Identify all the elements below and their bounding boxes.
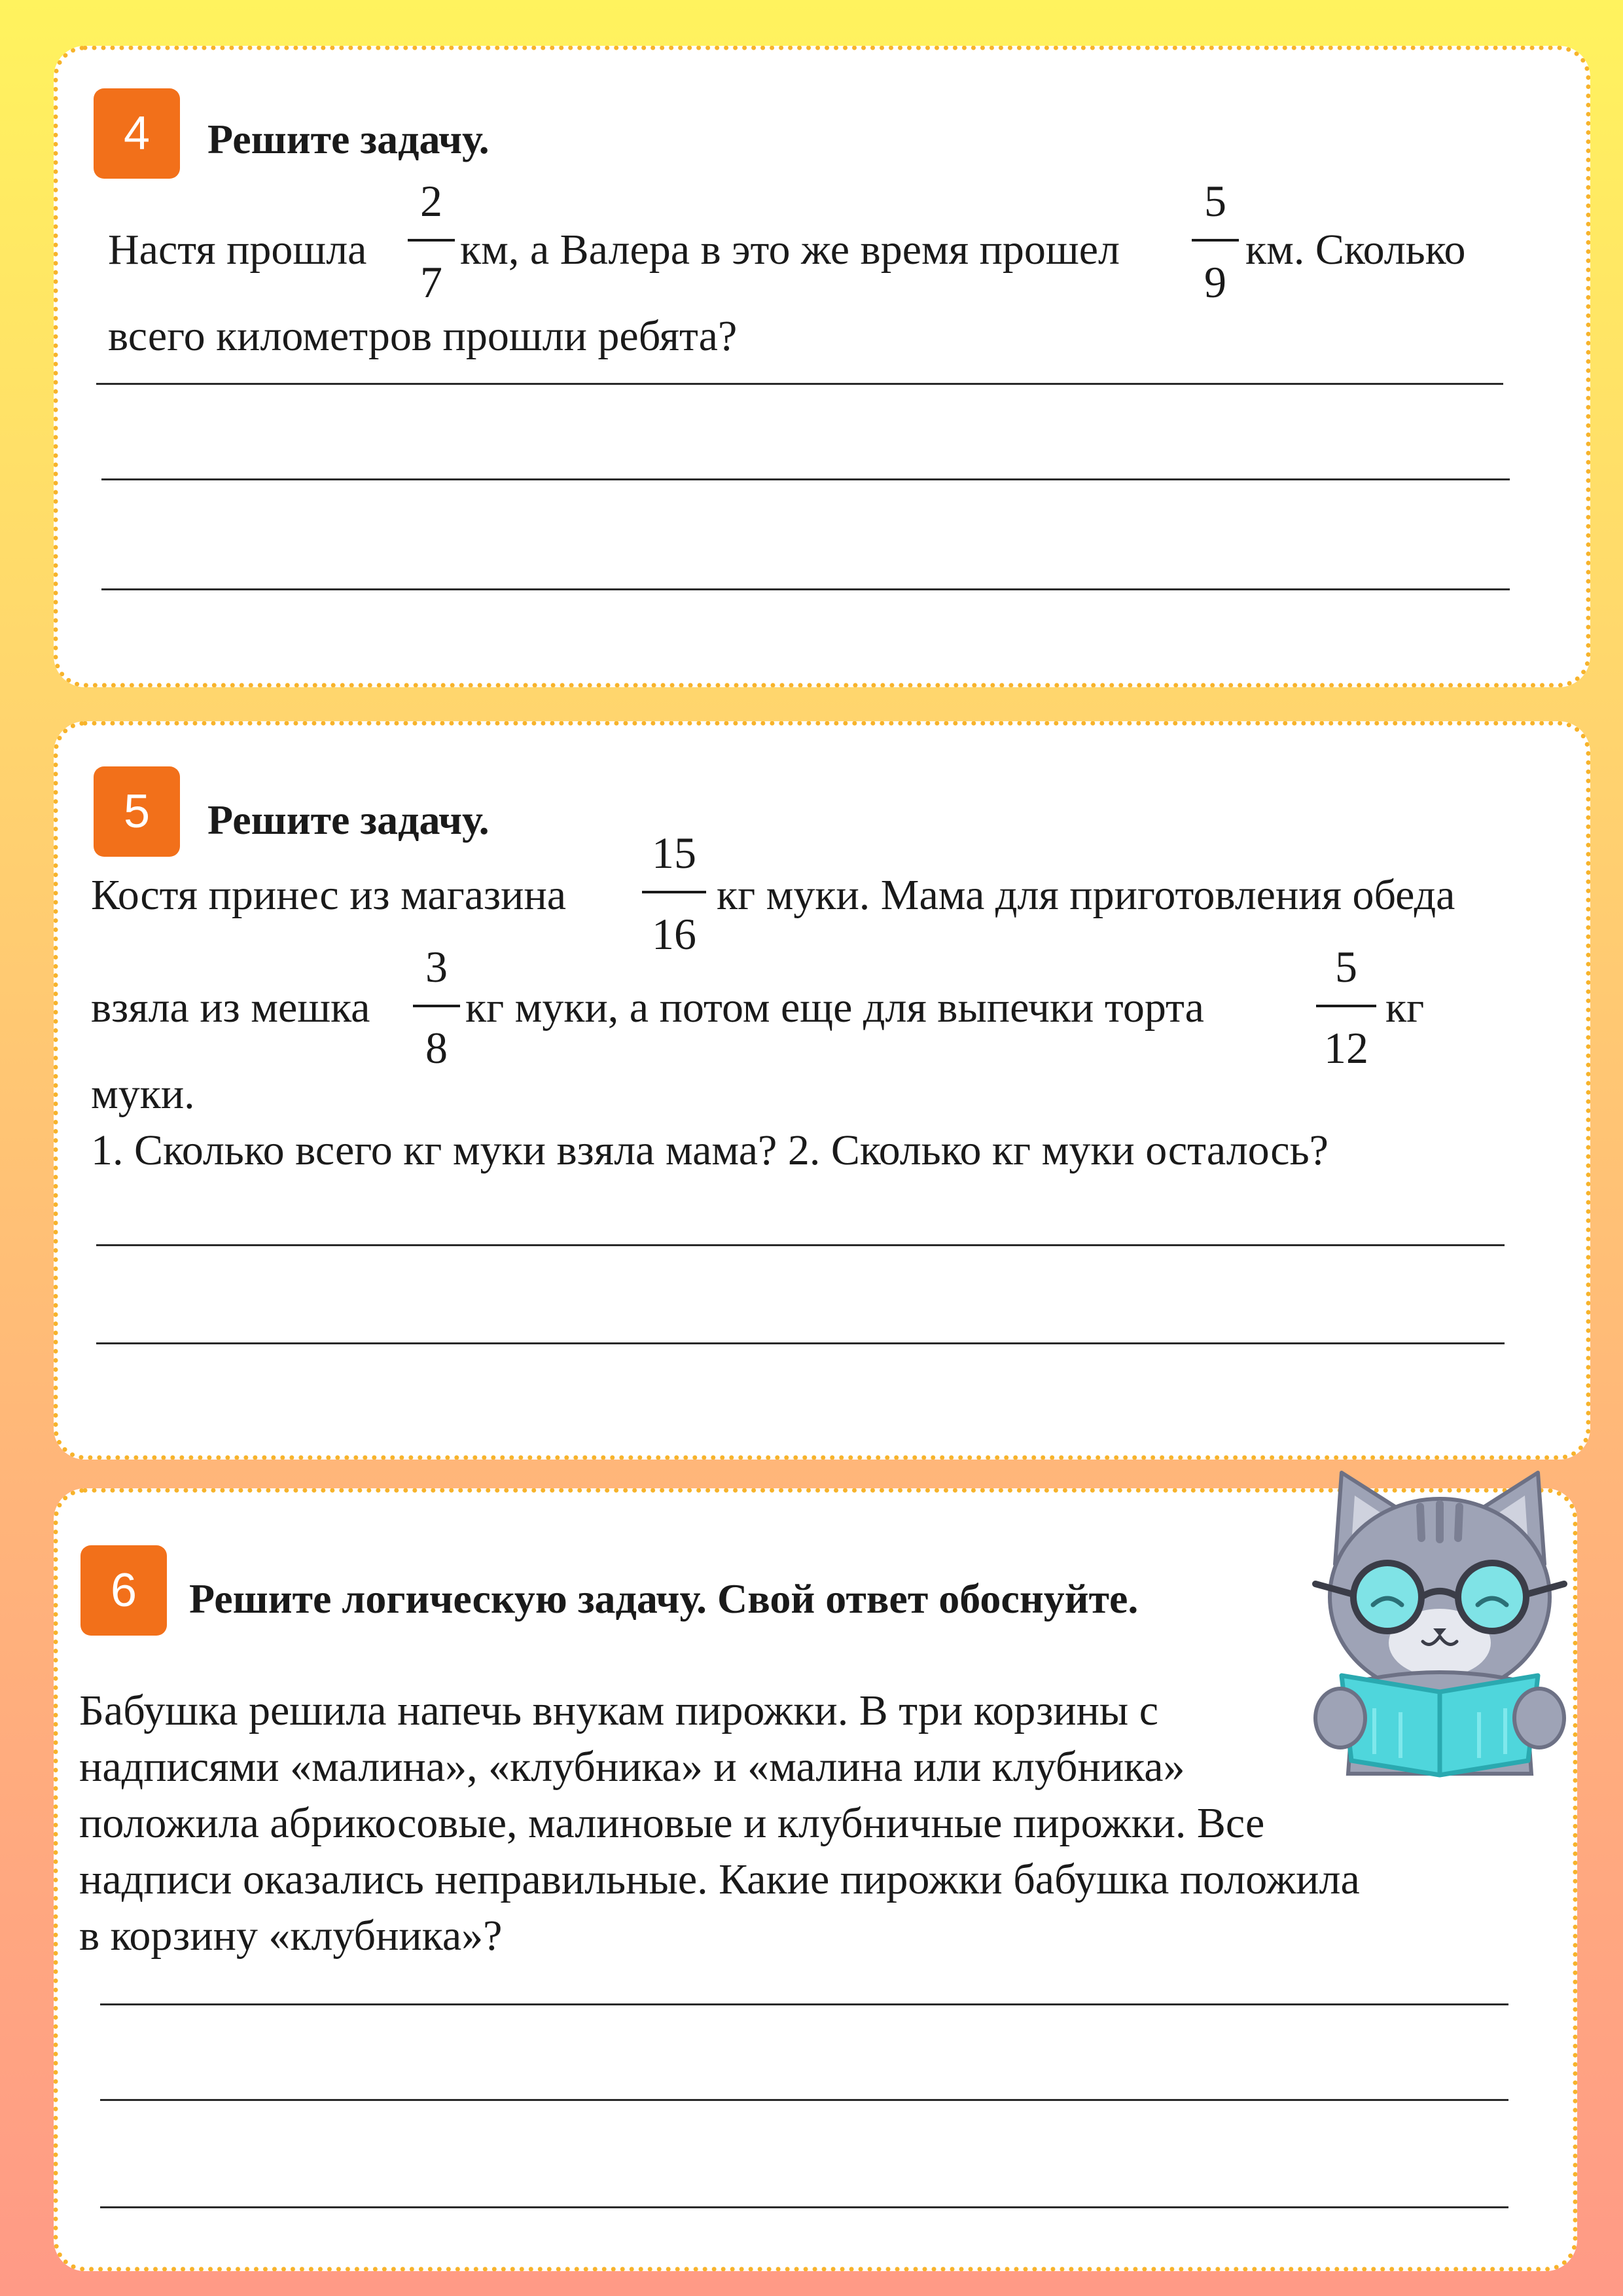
task-text: Костя принес из магазина [91, 871, 567, 919]
answer-line[interactable] [101, 588, 1510, 590]
fraction-numerator: 5 [1204, 176, 1226, 226]
task-number-badge: 4 [94, 88, 180, 179]
task-text: км. Сколько [1245, 226, 1466, 274]
fraction-numerator: 2 [420, 176, 442, 226]
task-text: положила абрикосовые, малиновые и клубничные пирожки. Все [79, 1799, 1265, 1847]
answer-line[interactable] [101, 478, 1510, 480]
fraction-bar [1316, 1005, 1376, 1007]
task-text: надписями «малина», «клубника» и «малина или клубника» [79, 1743, 1185, 1791]
task-5-card [54, 721, 1590, 1460]
answer-line[interactable] [96, 1342, 1505, 1344]
cat-reading-book-icon [1302, 1466, 1590, 1780]
task-text: надписи оказались неправильные. Какие пирожки бабушка положила [79, 1856, 1360, 1903]
fraction-bar [413, 1005, 460, 1007]
task-text: Бабушка решила напечь внукам пирожки. В три корзины с [79, 1687, 1159, 1734]
task-text: Настя прошла [108, 226, 367, 274]
fraction-numerator: 5 [1335, 942, 1357, 992]
fraction-bar [408, 239, 455, 242]
answer-line[interactable] [100, 2206, 1508, 2208]
fraction-numerator: 15 [652, 828, 696, 878]
answer-line[interactable] [100, 2099, 1508, 2101]
task-text: кг [1385, 984, 1425, 1031]
fraction-denominator: 7 [420, 257, 442, 307]
task-heading: Решите задачу. [207, 797, 490, 843]
fraction-bar [642, 891, 706, 893]
answer-line[interactable] [96, 1244, 1505, 1246]
task-text: кг муки. Мама для приготовления обеда [717, 871, 1455, 919]
task-text: км, а Валера в это же время прошел [460, 226, 1120, 274]
task-number-badge: 6 [80, 1545, 167, 1636]
task-text: в корзину «клубника»? [79, 1912, 503, 1960]
task-heading: Решите задачу. [207, 116, 490, 162]
answer-line[interactable] [100, 2003, 1508, 2005]
fraction-denominator: 16 [652, 909, 696, 959]
task-text: 1. Сколько всего кг муки взяла мама? 2. Сколько кг муки осталось? [91, 1126, 1329, 1174]
task-4-card [54, 46, 1590, 687]
task-text: всего километров прошли ребята? [108, 312, 738, 360]
fraction-denominator: 8 [425, 1023, 448, 1073]
task-heading: Решите логическую задачу. Свой ответ обоснуйте. [189, 1575, 1139, 1622]
task-text: взяла из мешка [91, 984, 370, 1031]
fraction-denominator: 9 [1204, 257, 1226, 307]
fraction-bar [1192, 239, 1239, 242]
task-text: муки. [91, 1070, 195, 1118]
task-number-badge: 5 [94, 766, 180, 857]
fraction-numerator: 3 [425, 942, 448, 992]
fraction-denominator: 12 [1324, 1023, 1368, 1073]
task-text: кг муки, а потом еще для выпечки торта [465, 984, 1204, 1031]
answer-line[interactable] [96, 383, 1503, 385]
